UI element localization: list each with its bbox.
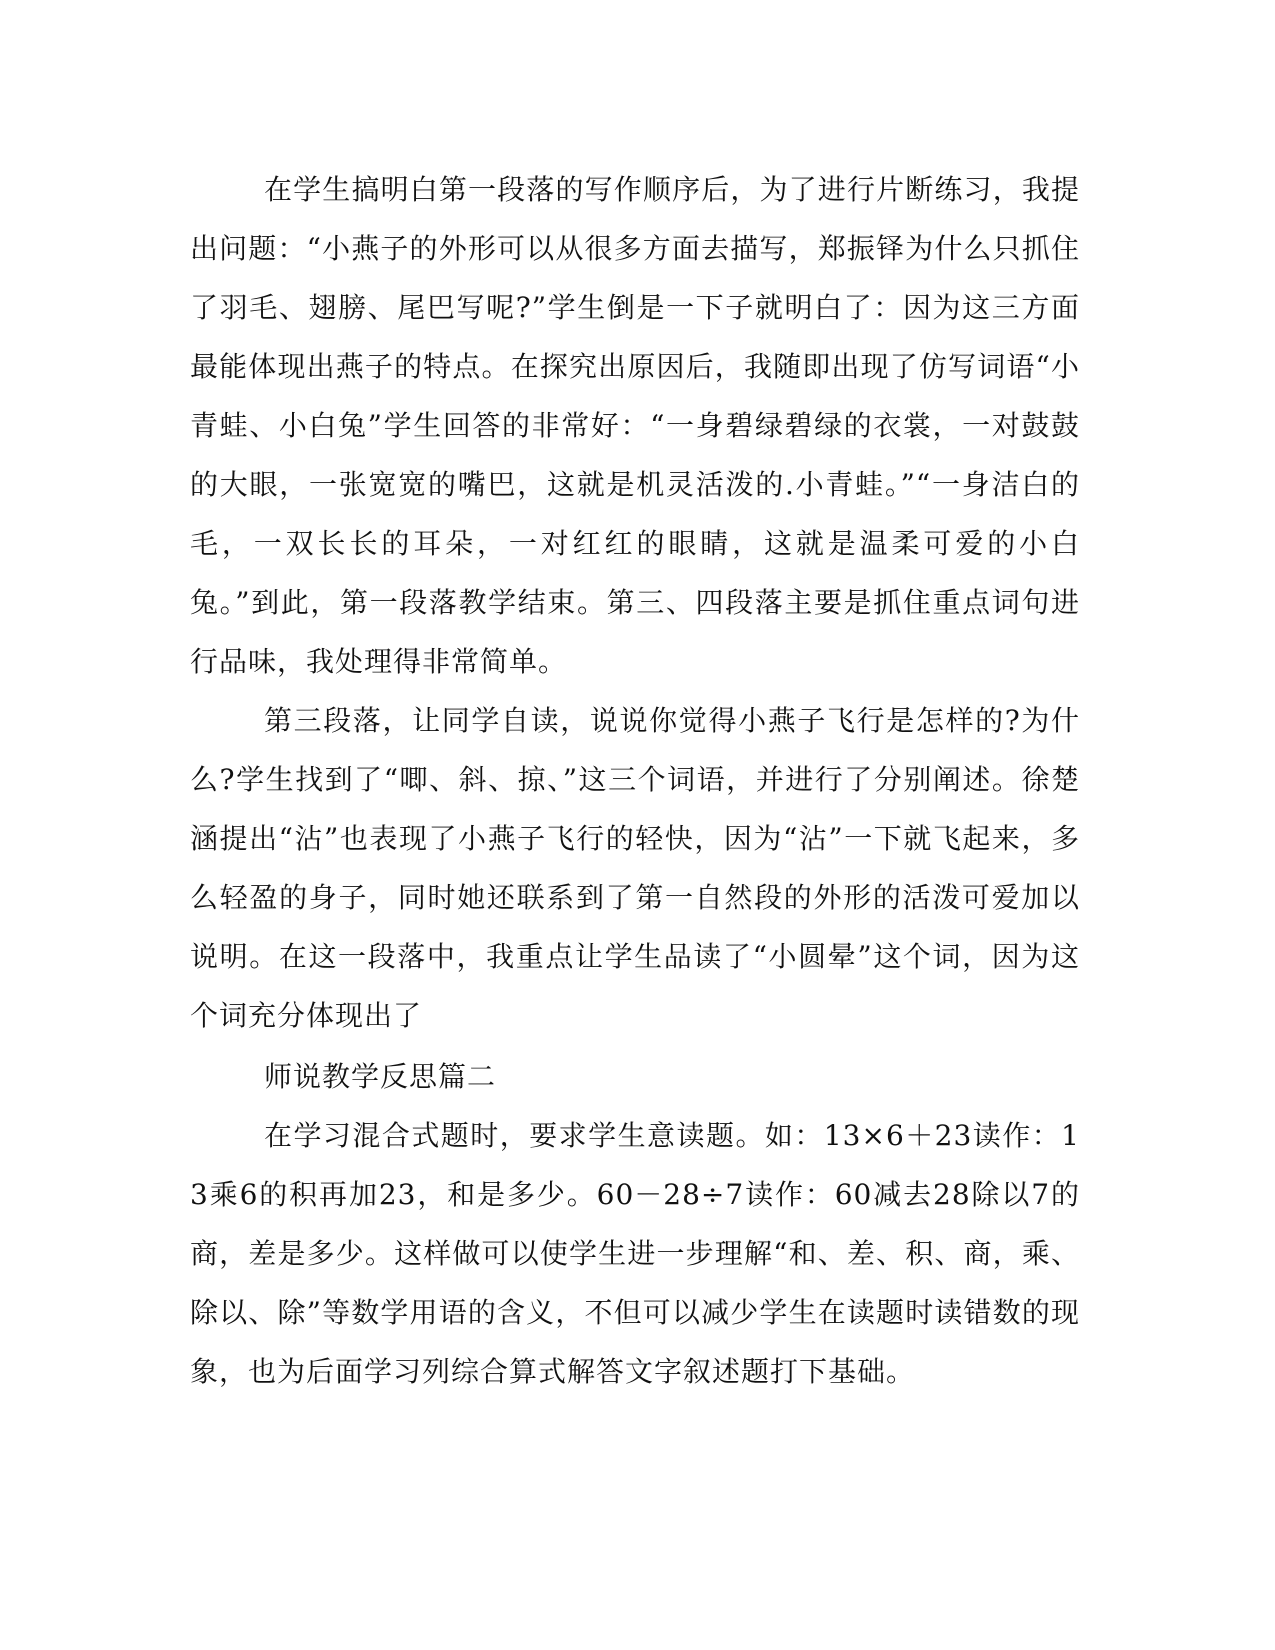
paragraph: 在学生搞明白第一段落的写作顺序后，为了进行片断练习，我提出问题：“小燕子的外形可以从很多方面去描写，郑振铎为什么只抓住了羽毛、翅膀、尾巴写呢?”学生倒是一下子就明白了：因为这三方面最能体现出燕子的特点。在探究出原因后，我随即出现了仿写词语“小青蛙、小白兔”学生回答的非常好：“一身碧绿碧绿的衣裳，一对鼓鼓的大眼，一张宽宽的嘴巴，这就是机灵活泼的.小青蛙。”“一身洁白的毛，一双长长的耳朵，一对红红的眼睛，这就是温柔可爱的小白兔。”到此，第一段落教学结束。第三、四段落主要是抓住重点词句进行品味，我处理得非常简单。 <box>190 173 1080 678</box>
section-heading: 师说教学反思篇二 <box>264 1060 497 1093</box>
paragraph: 第三段落，让同学自读，说说你觉得小燕子飞行是怎样的?为什么?学生找到了“唧、斜、掠、”这三个词语，并进行了分别阐述。徐楚涵提出“沾”也表现了小燕子飞行的轻快，因为“沾”一下就飞起来，多么轻盈的身子，同时她还联系到了第一自然段的外形的活泼可爱加以说明。在这一段落中，我重点让学生品读了“小圆晕”这个词，因为这个词充分体现出了 <box>190 704 1080 1032</box>
document-body <box>190 160 1080 1401</box>
paragraph: 在学习混合式题时，要求学生意读题。如：13×6＋23读作：13乘6的积再加23，和是多少。60－28÷7读作：60减去28除以7的商，差是多少。这样做可以使学生进一步理解“和、差、积、商，乘、除以、除”等数学用语的含义，不但可以减少学生在读题时读错数的现象，也为后面学习列综合算式解答文字叙述题打下基础。 <box>190 1119 1080 1388</box>
